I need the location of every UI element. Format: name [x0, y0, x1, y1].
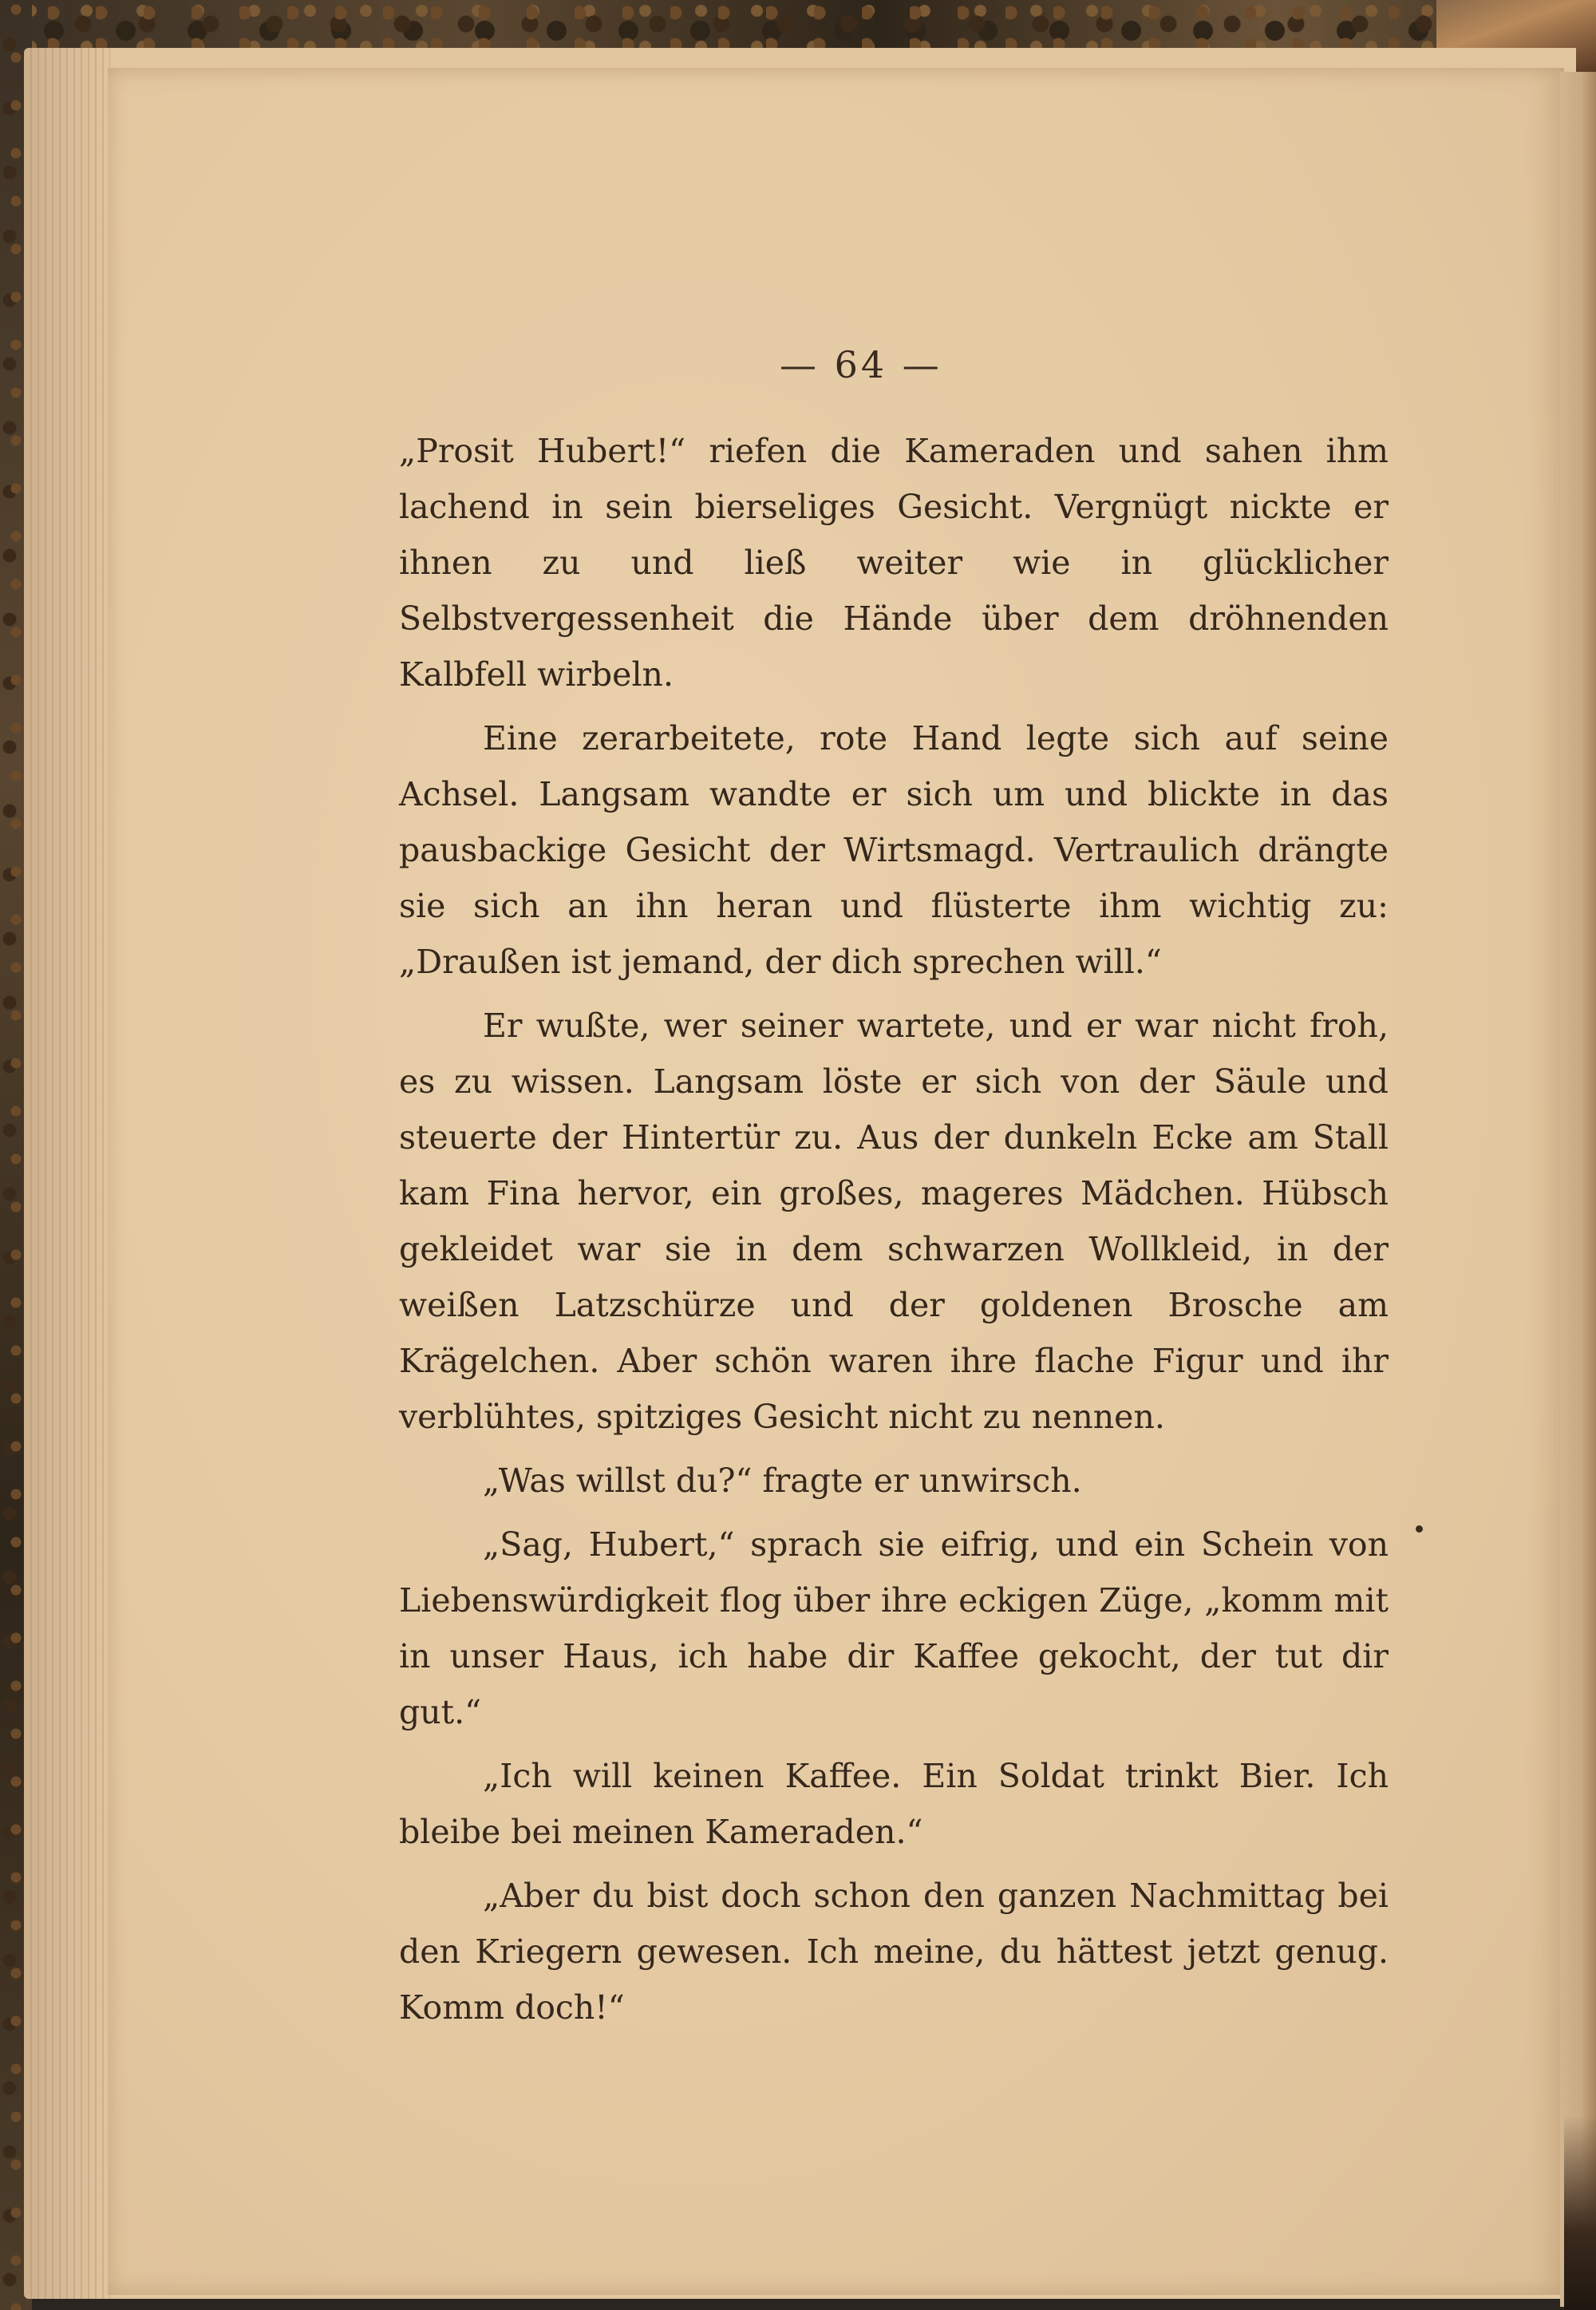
page-right-edge: [1560, 72, 1596, 2307]
paragraph-7: „Aber du bist doch schon den ganzen Nachmittag bei den Kriegern gewesen. Ich meine, du hättest jetzt genug. Komm doch!“: [399, 1877, 1389, 2027]
paragraph-5: „Sag, Hubert,“ sprach sie eifrig, und ein Schein von Liebenswürdigkeit flog über ihre eckigen Züge, „komm mit in unser Haus, ich habe dir Kaffee gekocht, der tut dir gut.“: [399, 1525, 1389, 1731]
paragraph-4: „Was willst du?“ fragte er unwirsch.: [483, 1462, 1082, 1500]
paragraph-1: „Prosit Hubert!“ riefen die Kameraden und sahen ihm lachend in sein bierseliges Gesicht. Vergnügt nickte er ihnen zu und ließ weiter wie in glücklicher Selbstvergessenheit die Hände über dem dröhnenden Kalbfell wirbeln.: [399, 432, 1389, 694]
paragraph-6: „Ich will keinen Kaffee. Ein Soldat trinkt Bier. Ich bleibe bei meinen Kameraden.“: [399, 1757, 1389, 1851]
paragraph-2: Eine zerarbeitete, rote Hand legte sich auf seine Achsel. Langsam wandte er sich um und blickte in das pausbackige Gesicht der Wirtsmagd. Vertraulich drängte sie sich an ihn heran und flüsterte ihm wichtig zu: „Draußen ist jemand, der dich sprechen will.“: [399, 719, 1389, 981]
page-number: — 64 —: [780, 343, 942, 386]
page-right-edge-shadow: [1564, 2115, 1596, 2310]
paragraph-3: Er wußte, wer seiner wartete, und er war nicht froh, es zu wissen. Langsam löste er sich von der Säule und steuerte der Hintertür zu. Aus der dunkeln Ecke am Stall kam Fina hervor, ein großes, mageres Mädchen. Hübsch gekleidet war sie in dem schwarzen Wollkleid, in der weißen Latzschürze und der goldenen Brosche am Krägelchen. Aber schön waren ihre flache Figur und ihr verblühtes, spitziges Gesicht nicht zu nennen.: [399, 1007, 1389, 1436]
body-text: [399, 423, 1389, 2043]
margin-dot-mark: [1416, 1525, 1423, 1533]
